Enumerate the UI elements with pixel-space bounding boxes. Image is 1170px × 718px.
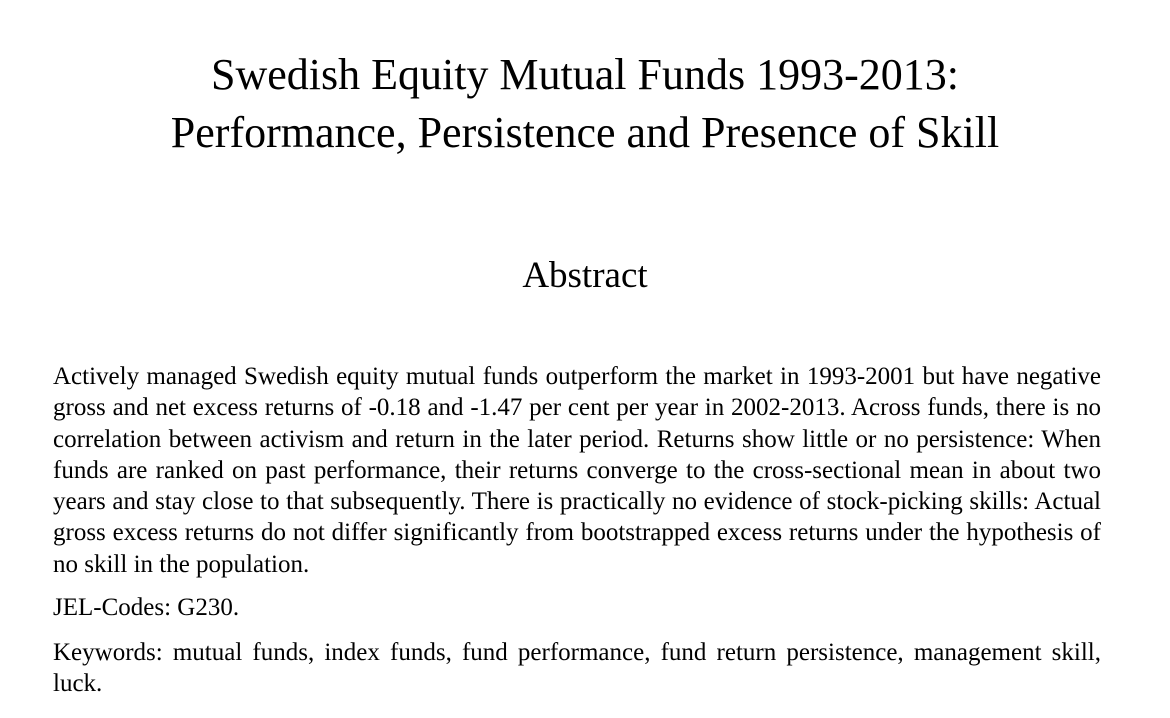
jel-codes: JEL-Codes: G230. (53, 594, 240, 621)
paper-title-line-2: Performance, Persistence and Presence of Skill (170, 108, 1000, 157)
abstract-body: Actively managed Swedish equity mutual funds outperform the market in 1993-2001 but have negative gross and net excess returns of -0.18 and -1.47 per cent per year in 2002-2013. Across funds, there is no correlation between activism and return in the later period. Returns show little or no persistence: When funds are ranked on past performance, their returns converge to the cross-sectional mean in about two years and stay close to that subsequently. There is practically no evidence of stock-picking skills: Actual gross excess returns do not differ significantly from bootstrapped excess returns under the hypothesis of no skill in the population. (53, 363, 1101, 578)
keywords: Keywords: mutual funds, index funds, fund performance, fund return persistence, management skill, luck. (53, 639, 1101, 698)
abstract-heading: Abstract (522, 255, 648, 296)
paper-title-line-1: Swedish Equity Mutual Funds 1993-2013: (210, 50, 960, 99)
